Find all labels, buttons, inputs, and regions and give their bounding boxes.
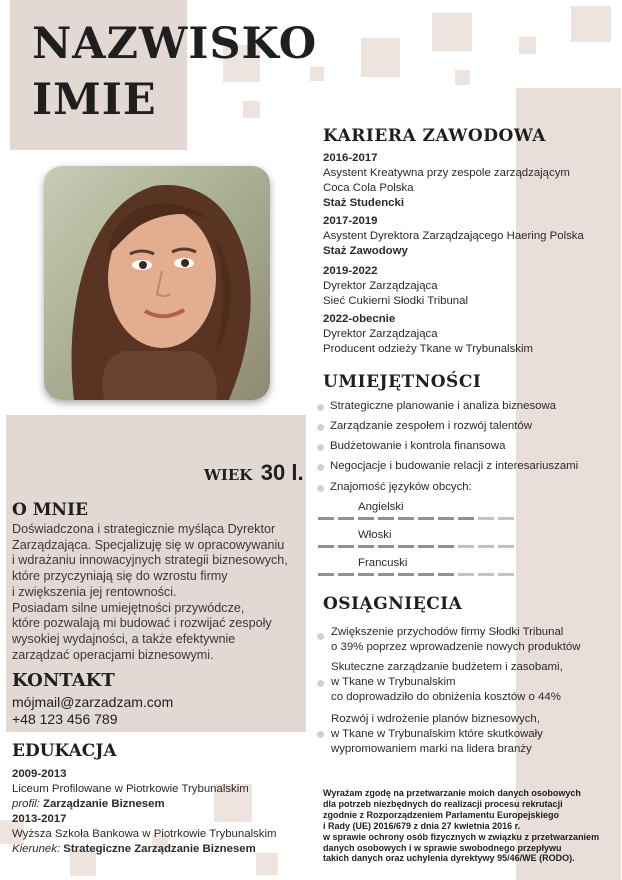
about-line: i wdrażaniu innowacyjnych strategii biznesowych,	[12, 553, 288, 568]
language-level-segment	[478, 573, 494, 576]
language-name: Angielski	[358, 501, 404, 513]
bullet-icon	[317, 633, 324, 640]
skill-item: Budżetowanie i kontrola finansowa	[330, 440, 506, 452]
education-years: 2009-2013	[12, 768, 67, 780]
language-level-segment	[418, 573, 434, 576]
career-company: Sieć Cukierni Słodki Tribunal	[323, 295, 468, 307]
bullet-icon	[317, 464, 324, 471]
language-level-segment	[418, 545, 434, 548]
language-level-segment	[318, 545, 334, 548]
education-entry	[12, 767, 249, 812]
education-title: EDUKACJA	[12, 741, 117, 761]
language-name: Włoski	[358, 529, 392, 541]
bullet-icon	[317, 404, 324, 411]
language-level-segment	[358, 545, 374, 548]
career-years: 2016-2017	[323, 152, 378, 164]
language-level-segment	[458, 517, 474, 520]
skill-item: Znajomość języków obcych:	[330, 481, 472, 493]
contact-details	[12, 694, 173, 728]
language-level-segment	[498, 545, 514, 548]
education-school: Wyższa Szkoła Bankowa w Piotrkowie Trybunalskim	[12, 828, 277, 840]
contact-phone[interactable]: +48 123 456 789	[12, 711, 118, 727]
about-line: które pozwalają mi budować i rozwijać zespoły	[12, 616, 272, 631]
achievements-title: OSIĄGNIĘCIA	[323, 594, 463, 614]
about-line: wysokiej wydajności, a także efektywnie	[12, 631, 236, 646]
career-position: Dyrektor Zarządzająca	[323, 280, 438, 292]
language-level-segment	[458, 573, 474, 576]
bullet-icon	[317, 731, 324, 738]
career-type: Staż Studencki	[323, 197, 405, 209]
achievement-item	[331, 625, 580, 655]
education-years: 2013-2017	[12, 813, 67, 825]
about-title: O MNIE	[12, 500, 88, 520]
bullet-icon	[317, 485, 324, 492]
language-level-segment	[478, 517, 494, 520]
consent-line: w sprawie ochrony osób fizycznych w związku z przetwarzaniem	[323, 831, 600, 842]
achievement-line: Rozwój i wdrożenie planów biznesowych,	[331, 713, 540, 725]
consent-line: Wyrażam zgodę na przetwarzanie moich danych osobowych	[323, 788, 581, 798]
bullet-icon	[317, 680, 324, 687]
consent-line: zgodnie z Rozporządzeniem Parlamentu Europejskiego	[323, 809, 560, 820]
about-line: Doświadczona i strategicznie myśląca Dyrektor	[12, 522, 276, 536]
skill-item: Strategiczne planowanie i analiza biznesowa	[330, 400, 557, 412]
career-entry	[323, 312, 533, 357]
skills-title: UMIEJĘTNOŚCI	[323, 372, 482, 392]
education-field: Zarządzanie Biznesem	[43, 798, 165, 810]
about-text	[12, 522, 288, 663]
skill-item: Negocjacje i budowanie relacji z interesariuszami	[330, 460, 579, 472]
language-level-segment	[438, 573, 454, 576]
consent-line: dla potrzeb niezbędnych do realizacji procesu rekrutacji	[323, 798, 563, 809]
language-level-segment	[318, 573, 334, 576]
language-level-segment	[398, 545, 414, 548]
career-entry	[323, 264, 468, 309]
career-position: Dyrektor Zarządzająca	[323, 328, 438, 340]
language-level-bar	[318, 545, 518, 549]
consent-line: takich danych oraz uchylenia dyrektywy 95/46/WE (RODO).	[323, 853, 575, 864]
language-level-segment	[418, 517, 434, 520]
language-level-bar	[318, 573, 518, 577]
language-level-segment	[458, 545, 474, 548]
language-level-segment	[438, 517, 454, 520]
about-line: Posiadam silne umiejętności przywódcze,	[12, 600, 245, 615]
decor-square	[519, 37, 536, 54]
bullet-icon	[317, 444, 324, 451]
language-level-segment	[478, 545, 494, 548]
career-position: Asystent Kreatywna przy zespole zarządzającym	[323, 167, 570, 179]
career-years: 2019-2022	[323, 265, 378, 277]
education-entry	[12, 812, 277, 857]
achievement-line: Skuteczne zarządzanie budżetem i zasobami,	[331, 661, 563, 673]
language-name: Francuski	[358, 557, 408, 569]
about-line: które przyczyniają się do wzrostu firmy	[12, 569, 228, 584]
achievement-line: w Tkane w Trybunalskim	[331, 676, 456, 688]
education-field-label: Kierunek:	[12, 843, 61, 855]
achievement-line: Zwiększenie przychodów firmy Słodki Tribunal	[331, 626, 564, 638]
education-field: Strategiczne Zarządzanie Biznesem	[63, 843, 256, 855]
language-level-segment	[338, 573, 354, 576]
about-line: Zarządzająca. Specjalizuję się w opracowywaniu	[12, 537, 285, 552]
language-level-bar	[318, 517, 518, 521]
career-entry	[323, 214, 584, 259]
language-level-segment	[338, 517, 354, 520]
career-company: Producent odzieży Tkane w Trybunalskim	[323, 343, 533, 355]
career-title: KARIERA ZAWODOWA	[323, 126, 546, 146]
language-level-segment	[398, 573, 414, 576]
language-level-segment	[378, 545, 394, 548]
decor-square	[455, 70, 470, 85]
achievement-line: wypromowaniem marki na lidera branży	[331, 743, 532, 755]
consent-line: i Rady (UE) 2016/679 z dnia 27 kwietnia 2016 r.	[323, 820, 521, 831]
career-position: Asystent Dyrektora Zarządzającego Haering Polska	[323, 230, 584, 242]
career-years: 2022-obecnie	[323, 313, 396, 325]
about-line: zarządzać operacjami biznesowymi.	[12, 647, 214, 662]
achievement-line: co doprowadziło do obniżenia kosztów o 44%	[331, 691, 561, 703]
first-name: IMIE	[32, 75, 157, 125]
achievement-line: w Tkane w Trybunalskim które skutkowały	[331, 728, 543, 740]
language-level-segment	[358, 573, 374, 576]
profile-photo	[44, 166, 270, 400]
language-level-segment	[498, 573, 514, 576]
age-label: WIEK	[204, 466, 253, 484]
language-level-segment	[378, 573, 394, 576]
language-level-segment	[338, 545, 354, 548]
career-type: Staż Zawodowy	[323, 245, 408, 257]
education-school: Liceum Profilowane w Piotrkowie Trybunalskim	[12, 783, 249, 795]
age	[204, 460, 304, 486]
language-level-segment	[498, 517, 514, 520]
bullet-icon	[317, 424, 324, 431]
language-level-segment	[358, 517, 374, 520]
education-field-label: profil:	[12, 798, 40, 810]
languages	[318, 498, 518, 582]
decor-square	[571, 6, 611, 42]
decor-square	[361, 38, 400, 77]
career-entry	[323, 151, 570, 211]
achievement-item	[331, 660, 563, 705]
consent-line: danych osobowych i w sprawie swobodnego przepływu	[323, 842, 562, 853]
contact-email[interactable]: mójmail@zarzadzam.com	[12, 694, 174, 710]
surname: NAZWISKO	[32, 19, 318, 69]
gdpr-consent	[323, 788, 599, 864]
language-level-segment	[438, 545, 454, 548]
achievement-item	[331, 712, 543, 757]
portrait-image	[44, 166, 270, 400]
career-years: 2017-2019	[323, 215, 378, 227]
age-value: 30 l.	[260, 460, 304, 485]
language-level-segment	[378, 517, 394, 520]
contact-title: KONTAKT	[12, 670, 115, 691]
career-company: Coca Cola Polska	[323, 182, 414, 194]
language-level-segment	[318, 517, 334, 520]
language-level-segment	[398, 517, 414, 520]
achievement-line: o 39% poprzez wprowadzenie nowych produktów	[331, 641, 581, 653]
skill-item: Zarządzanie zespołem i rozwój talentów	[330, 420, 532, 432]
name-heading	[32, 16, 317, 128]
about-line: i zwiększenia jej rentowności.	[12, 584, 177, 599]
decor-square	[432, 13, 472, 51]
